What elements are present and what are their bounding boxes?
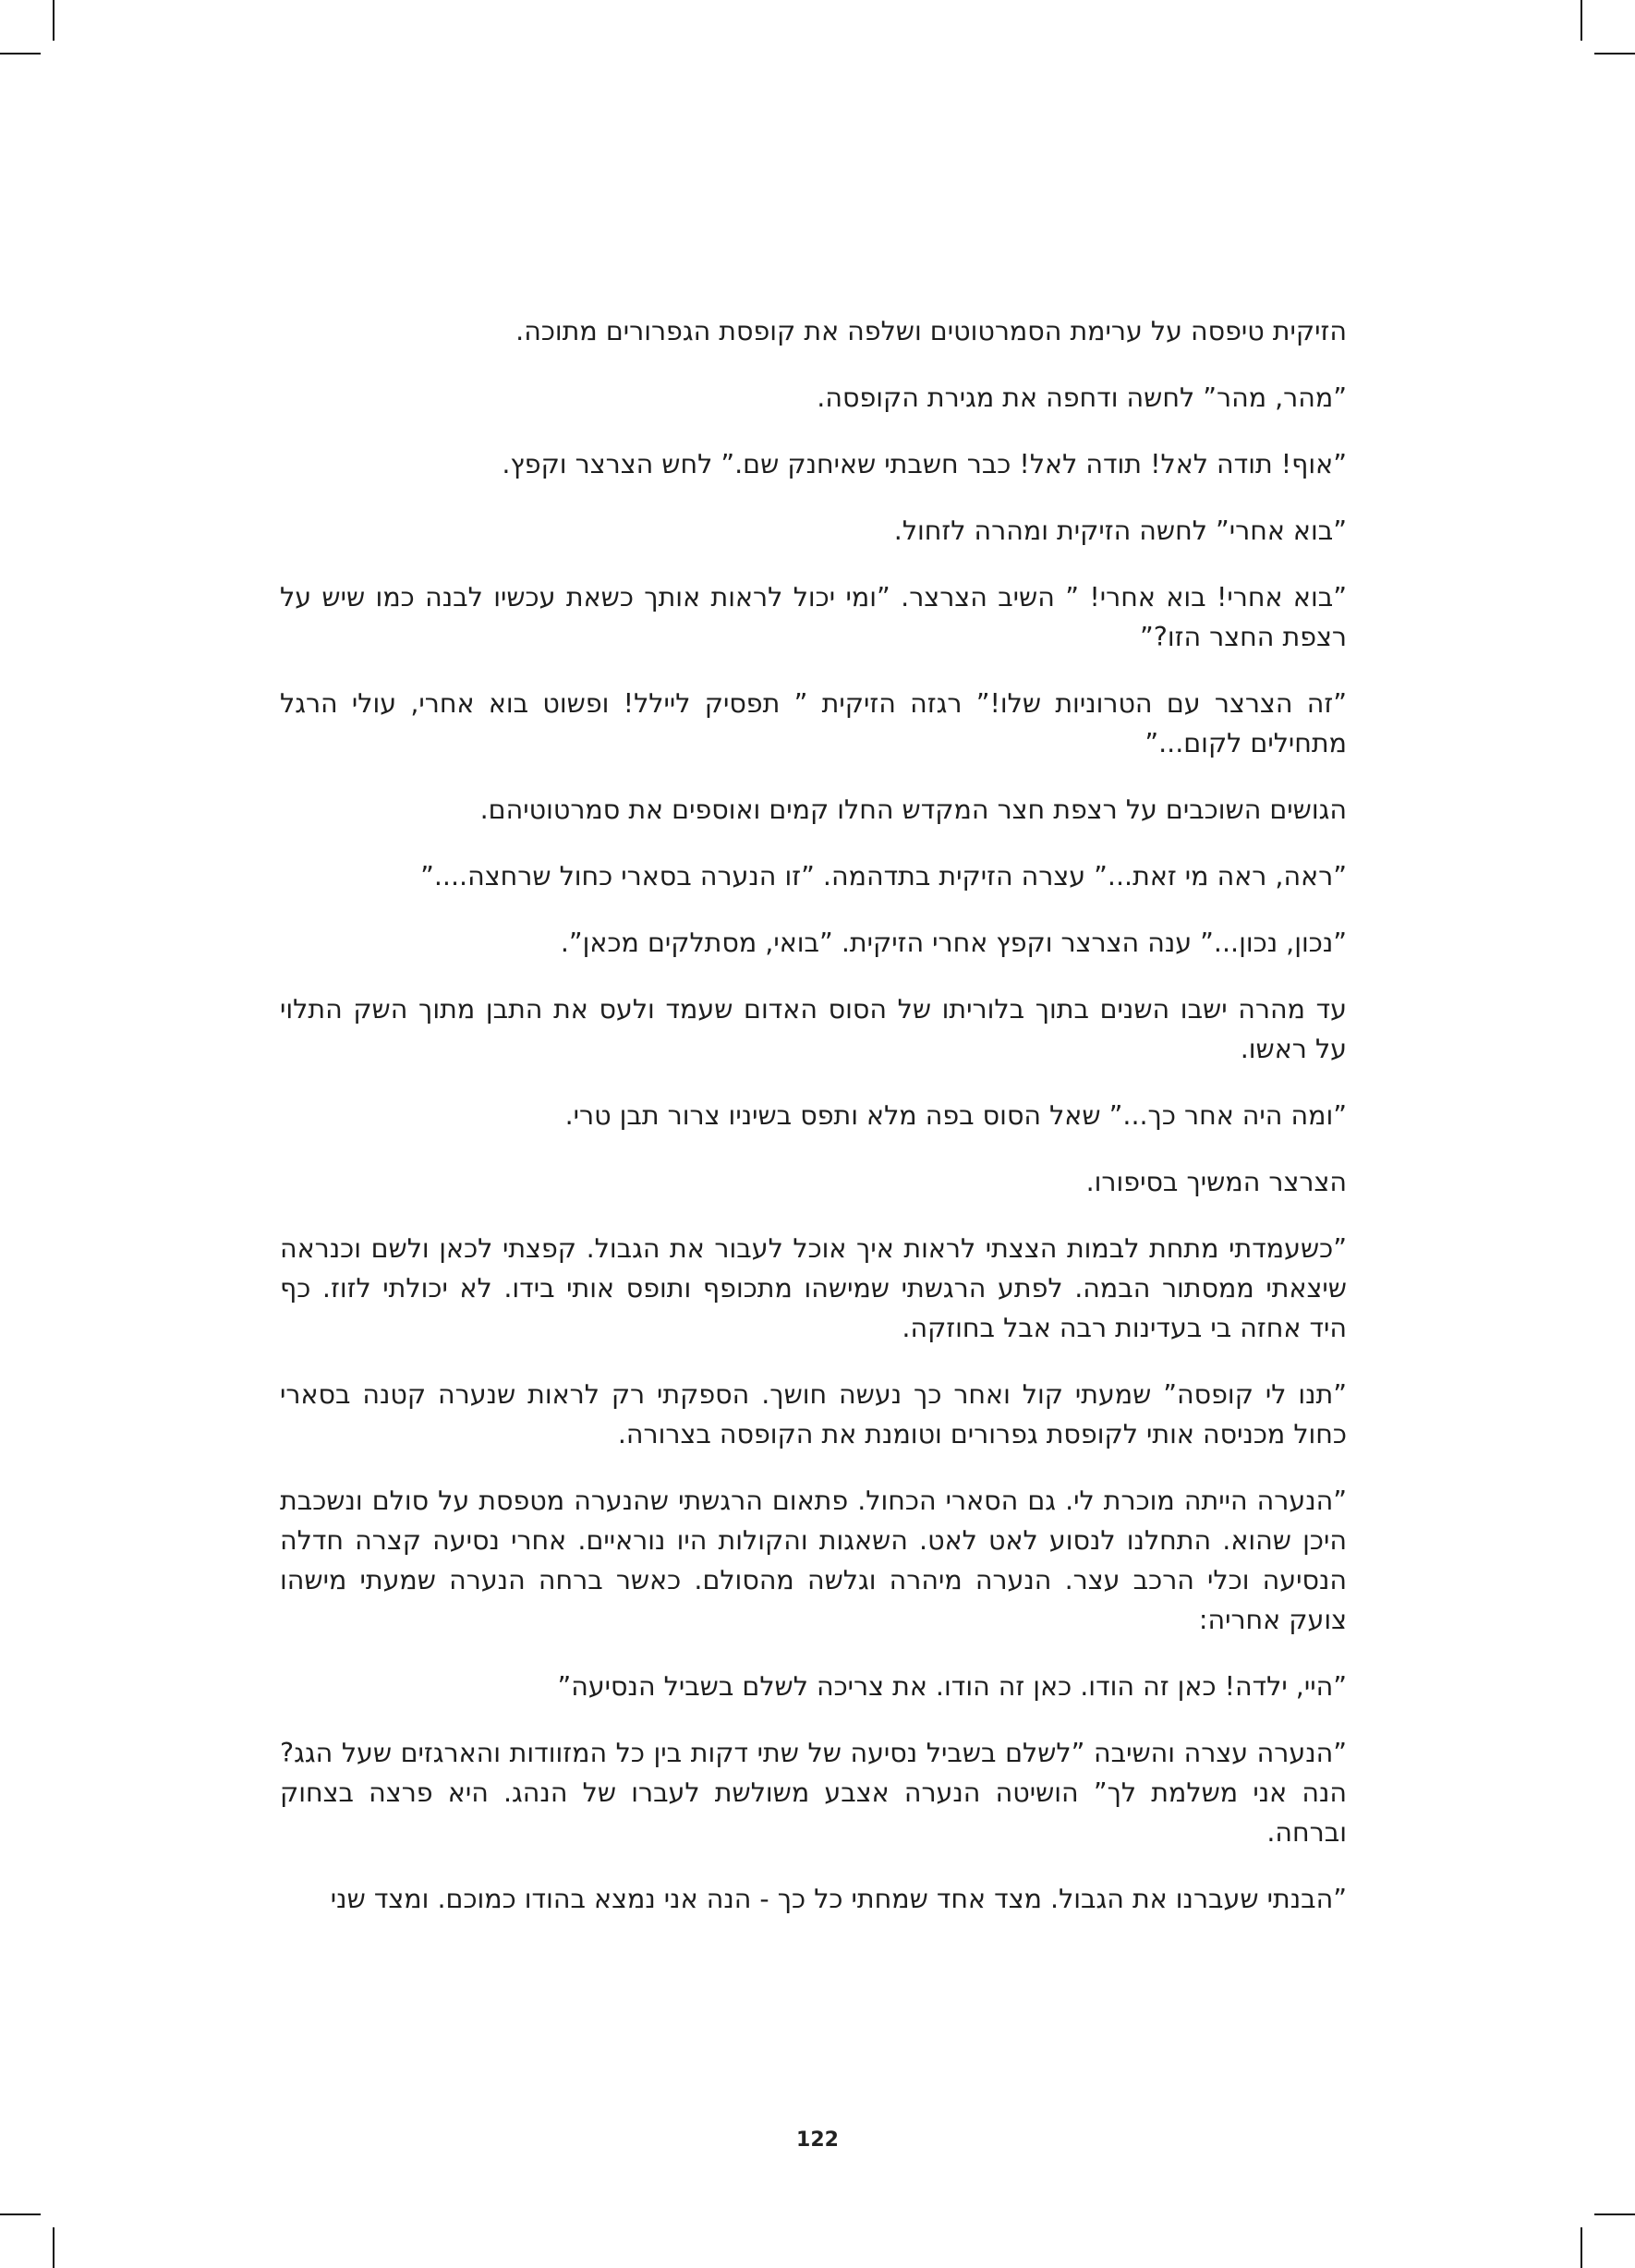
paragraph: הצרצר המשיך בסיפורו. xyxy=(1085,1167,1347,1197)
paragraph: ”ומה היה אחר כך...” שאל הסוס בפה מלא ותפס בשיניו צרור תבן טרי. xyxy=(564,1100,1347,1131)
paragraph: ”זה הצרצר עם הטרוניות שלו!” רגזה הזיקית ” תפסיק ליילל! ופשוט בוא אחרי, עולי הרגל מתחילים לקום...” xyxy=(280,688,1347,758)
paragraph: ”הנערה הייתה מוכרת לי. גם הסארי הכחול. פתאום הרגשתי שהנערה מטפסת על סולם ונשכבת היכן שהוא. התחלנו לנסוע לאט לאט. השאגות והקולות היו נוראיים. אחרי נסיעה קצרה חדלה הנסיעה וכלי הרכב עצר. הנערה מיהרה וגלשה מהסולם. כאשר ברחה הנערה שמעתי מישהו צועק אחריה: xyxy=(280,1486,1347,1635)
crop-mark-bottom-right xyxy=(1580,2227,1582,2268)
paragraph: ”נכון, נכון...” ענה הצרצר וקפץ אחרי הזיקית. ”בואי, מסתלקים מכאן”. xyxy=(560,928,1347,958)
paragraph: ”כשעמדתי מתחת לבמות הצצתי לראות איך אוכל לעבור את הגבול. קפצתי לכאן ולשם וכנראה שיצאתי ממסתור הבמה. לפתע הרגשתי שמישהו מתכופף ותופס אותי בידו. לא יכולתי לזוז. כף היד אחזה בי בעדינות רבה אבל בחוזקה. xyxy=(280,1233,1347,1343)
paragraph: הזיקית טיפסה על ערימת הסמרטוטים ושלפה את קופסת הגפרורים מתוכה. xyxy=(515,316,1347,346)
paragraph: ”היי, ילדה! כאן זה הודו. כאן זה הודו. את צריכה לשלם בשביל הנסיעה” xyxy=(557,1671,1347,1702)
paragraph: הגושים השוכבים על רצפת חצר המקדש החלו קמים ואוספים את סמרטוטיהם. xyxy=(479,794,1347,825)
paragraph: ”בוא אחרי! בוא אחרי! ” השיב הצרצר. ”ומי יכול לראות אותך כשאת עכשיו לבנה כמו שיש על רצפת החצר הזו?” xyxy=(280,582,1347,652)
paragraph: עד מהרה ישבו השנים בתוך בלוריתו של הסוס האדום שעמד ולעס את התבן מתוך השק התלוי על ראשו. xyxy=(280,994,1347,1064)
crop-mark-bottom-left xyxy=(53,2227,54,2268)
paragraph: ”בוא אחרי” לחשה הזיקית ומהרה לזחול. xyxy=(893,515,1347,546)
crop-mark-bottom-left xyxy=(0,2213,41,2215)
crop-mark-top-left xyxy=(53,0,54,41)
page-body xyxy=(280,311,1347,1946)
crop-mark-bottom-right xyxy=(1594,2213,1635,2215)
paragraph: ”אוף! תודה לאל! תודה לאל! כבר חשבתי שאיחנק שם.” לחש הצרצר וקפץ. xyxy=(502,449,1347,479)
crop-mark-top-right xyxy=(1594,53,1635,55)
crop-mark-top-left xyxy=(0,53,41,55)
page-number: 122 xyxy=(796,2129,839,2152)
paragraph: ”תנו לי קופסה” שמעתי קול ואחר כך נעשה חושך. הספקתי רק לראות שנערה קטנה בסארי כחול מכניסה אותי לקופסת גפרורים וטומנת את הקופסה בצרורה. xyxy=(280,1379,1347,1449)
paragraph: ”ראה, ראה מי זאת...” עצרה הזיקית בתדהמה. ”זו הנערה בסארי כחול שרחצה....” xyxy=(420,861,1347,891)
paragraph: ”מהר, מהר” לחשה ודחפה את מגירת הקופסה. xyxy=(817,382,1347,413)
paragraph: ”הבנתי שעברנו את הגבול. מצד אחד שמחתי כל כך - הנה אני נמצא בהודו כמוכם. ומצד שני xyxy=(330,1884,1347,1914)
paragraph: ”הנערה עצרה והשיבה ”לשלם בשביל נסיעה של שתי דקות בין כל המזוודות והארגזים שעל הגג? הנה אני משלמת לך” הושיטה הנערה אצבע משולשת לעברו של הנהג. היא פרצה בצחוק וברחה. xyxy=(280,1738,1347,1848)
crop-mark-top-right xyxy=(1580,0,1582,41)
